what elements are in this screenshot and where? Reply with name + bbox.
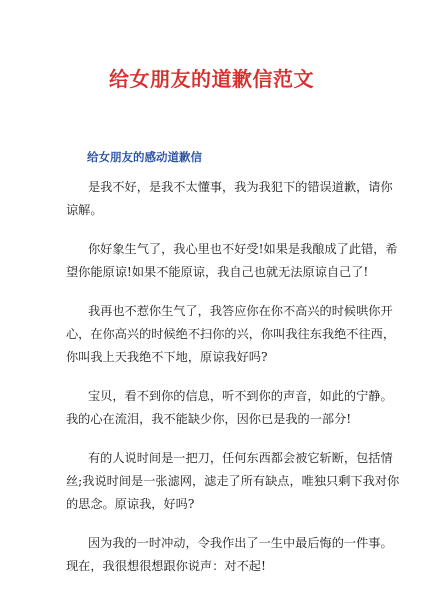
document-subtitle: 给女朋友的感动道歉信 [87,150,202,164]
paragraph-line: 我再也不惹你生气了，我答应你在你不高兴的时候哄你开 [88,304,393,318]
paragraph-1 [66,176,393,222]
document-title: 给女朋友的道歉信范文 [109,67,314,91]
paragraph-line: 的思念。原谅我，好吗? [66,497,195,511]
paragraph-line: 望你能原谅!如果不能原谅，我自己也就无法原谅自己了! [66,265,369,279]
paragraph-line: 现在，我很想很想跟你说声：对不起! [66,559,266,573]
paragraph-line: 你好象生气了，我心里也不好受!如果是我酿成了此错，希 [88,242,398,256]
paragraph-line: 是我不好，是我不太懂事，我为我犯下的错误道歉，请你 [88,180,393,194]
paragraph-line: 因为我的一时冲动，令我作出了一生中最后悔的一件事。 [88,536,393,550]
paragraph-5 [66,447,400,516]
paragraph-line: 谅解。 [66,203,103,217]
paragraph-line: 心，在你高兴的时候绝不扫你的兴，你叫我往东我绝不往西， [66,327,396,341]
paragraph-line: 你叫我上天我绝不下地，原谅我好吗? [66,350,268,364]
paragraph-line: 丝;我说时间是一张滤网，滤走了所有缺点，唯独只剩下我对你 [66,474,400,488]
letter-body [66,176,400,594]
paragraph-6 [66,532,393,578]
paragraph-2 [66,238,398,284]
paragraph-4 [66,385,393,431]
paragraph-line: 我的心在流泪，我不能缺少你，因你已是我的一部分! [66,412,352,426]
paragraph-line: 有的人说时间是一把刀，任何东西都会被它斩断，包括情 [88,451,393,465]
paragraph-3 [66,300,396,369]
paragraph-line: 宝贝，看不到你的信息，听不到你的声音，如此的宁静。 [88,389,393,403]
